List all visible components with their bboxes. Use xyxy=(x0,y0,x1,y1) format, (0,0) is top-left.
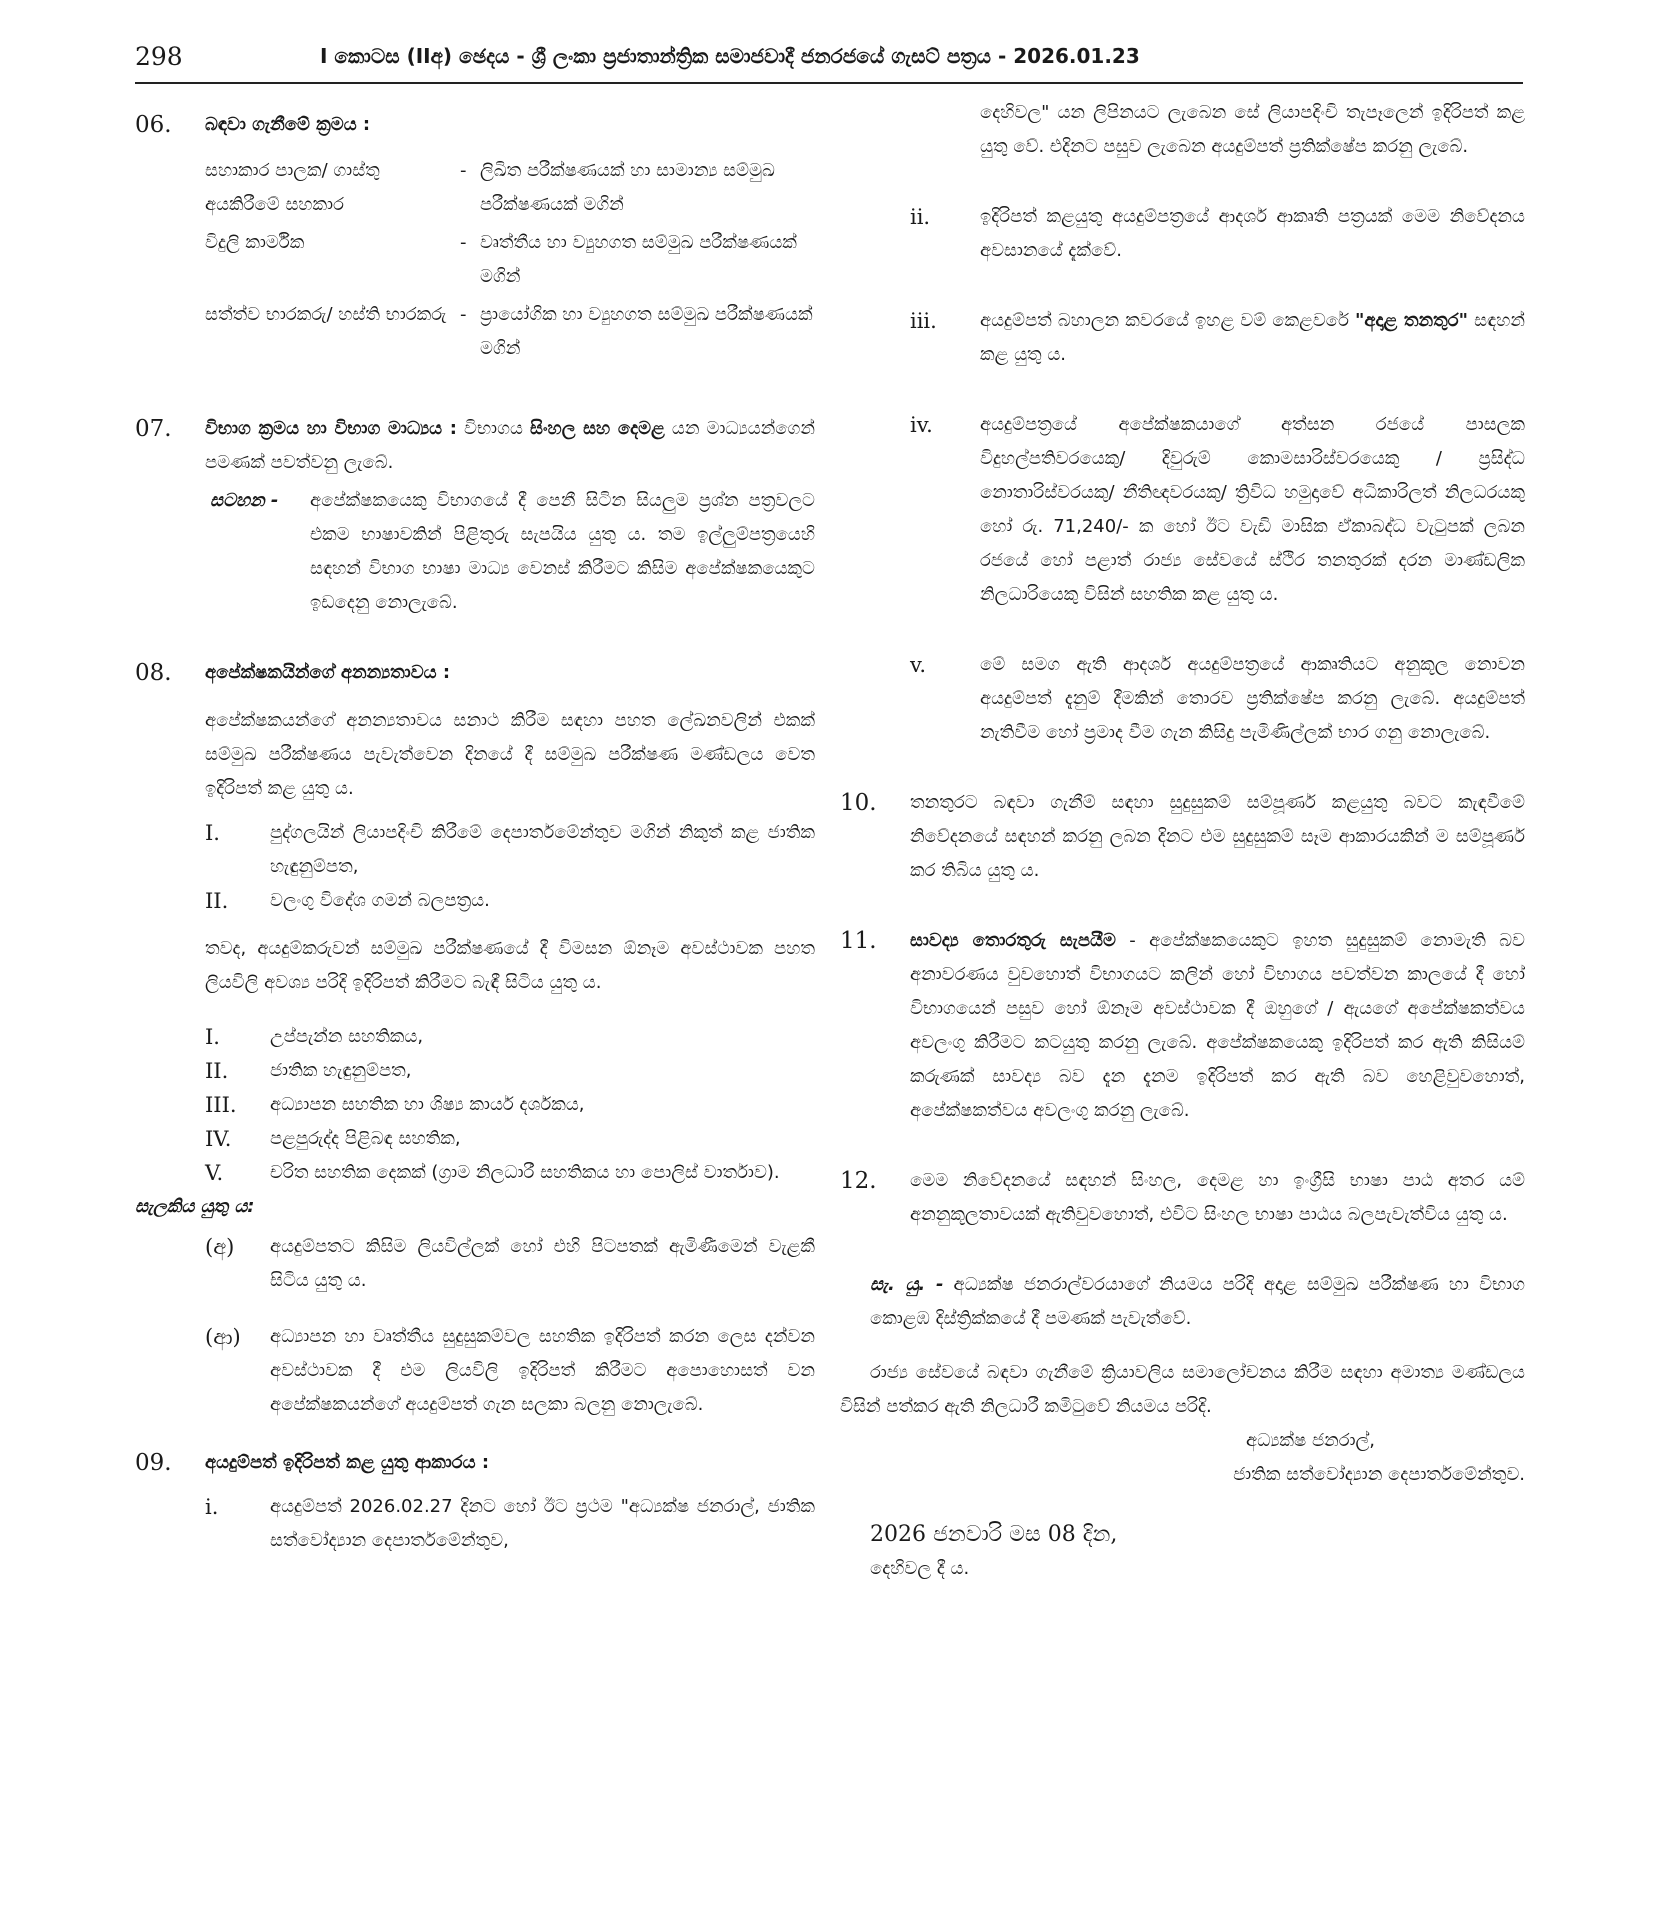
list-item: IV. පළපුරුද්ද පිළිබඳ සහතික, xyxy=(205,1127,461,1151)
notice-item: (අ) අයදුම්පතට කිසිම ලියවිල්ලක් හෝ එහි පිටපතක් ඇමිණීමෙන් වැළකී සිටිය යුතු ය. xyxy=(205,1235,815,1291)
section-number: 10. xyxy=(840,790,877,816)
list-item: I. උප්පැන්න සහතිකය, xyxy=(205,1025,424,1049)
section-title: බඳවා ගැනීමේ ක්‍රමය : xyxy=(205,114,371,135)
list-item: V. චරිත සහතික දෙකක් (ග්‍රාම නිලධාරී සහතිකය හා පොලිස් වාර්තාව). xyxy=(205,1161,780,1185)
section-12 xyxy=(840,1164,1525,1232)
list-item: iii. අයදුම්පත් බහාලන කවරයේ ඉහළ වම් කෙළවරේ "අදාළ තනතුර" සඳහන් කළ යුතු ය. xyxy=(910,309,1525,365)
list-item: III. අධ්‍යාපන සහතික හා ශිෂ්‍ය කාර්ය දර්ශකය, xyxy=(205,1093,585,1117)
section-title: සාවද්‍ය තොරතුරු සැපයීම xyxy=(910,930,1116,951)
closing-note: සැ. යු. - අධ්‍යක්ෂ ජනරාල්වරයාගේ නියමය පරිදි අදාළ සම්මුඛ පරීක්ෂණ හා විභාග කොළඹ දිස්ත්‍රික්කයේ දී පමණක් පැවැත්වේ. xyxy=(870,1274,1525,1329)
section-number: 12. xyxy=(840,1168,877,1194)
list-item: ii. ඉදිරිපත් කළයුතු අයදුම්පත්‍රයේ ආදර්ශ ආකෘති පත්‍රයක් මෙම නිවේදනය අවසානයේ දැක්වේ. xyxy=(910,205,1525,261)
notice-item: (ආ) අධ්‍යාපන හා වෘත්තීය සුදුසුකම්වල සහතික ඉදිරිපත් කරන ලෙස දන්වන අවස්ථාවක දී එම ලියවිලි ඉදිරිපත් කිරීමට අපොහොසත් වන අපේක්ෂකයන්ගේ අයදුම්පත් ගැන සලකා බලනු නොලැබේ. xyxy=(205,1325,815,1415)
section-number: 08. xyxy=(135,660,172,686)
section-09 xyxy=(135,1446,815,1558)
section-title: අපේක්ෂකයින්ගේ අනන්‍යතාවය : xyxy=(205,662,451,683)
list-item: iv. අයදුම්පත්‍රයේ අපේක්ෂකයාගේ අත්සන රජයේ පාසලක විදුහල්පතිවරයෙකු/ දිවුරුම් කොමසාරිස්වරයෙකු / ප්‍රසිද්ධ නොතාරිස්වරයකු/ නීතිඥවරයකු/ ත්‍රිවිධ හමුදාවේ අධිකාරිලත් නිලධරයකු හෝ රු. 71,240/- ක හෝ ඊට වැඩි මාසික ඒකාබද්ධ වැටුපක් ලබන රජයේ හෝ පළාත් රාජ්‍ය සේවයේ ස්ථිර තනතුරක් දරන මාණ්ඩලික නිලධාරියෙකු විසින් සහතික කළ යුතු ය. xyxy=(910,413,1525,605)
paragraph: මෙම නිවේදනයේ සඳහන් සිංහල, දෙමළ හා ඉංග්‍රීසි භාෂා පාඨ අතර යම් අනනුකූලතාවයක් ඇතිවුවහොත්, එවිට සිංහල භාෂා පාඨය බලපැවැත්විය යුතු ය. xyxy=(910,1170,1525,1225)
section-number: 07. xyxy=(135,416,172,442)
paragraph: තනතුරට බඳවා ගැනීම් සඳහා සුදුසුකම් සම්පූර්ණ කළයුතු බවට කැඳවීමේ නිවේදනයේ සඳහන් කරනු ලබන දිනට එම සුදුසුකම් සෑම ආකාරයකින් ම සම්පූර්ණ කර තිබිය යුතු ය. xyxy=(910,792,1525,881)
paragraph: අපේක්ෂකයන්ගේ අනන්‍යතාවය සනාථ කිරීම සඳහා පහත ලේඛනවලින් එකක් සම්මුඛ පරීක්ෂණය පැවැත්වෙන දිනයේ දී සම්මුඛ පරීක්ෂණ මණ්ඩලය වෙත ඉදිරිපත් කළ යුතු ය. xyxy=(205,710,815,799)
note-text: අපේක්ෂකයෙකු විභාගයේ දී පෙනී සිටින සියලුම ප්‍රශ්න පත්‍රවලට එකම භාෂාවකින් පිළිතුරු සැපයිය යුතු ය. තම ඉල්ලුම්පත්‍රයෙහි සඳහන් විභාග භාෂා මාධ්‍ය වෙනස් කිරීමට කිසිම අපේක්ෂකයෙකුට ඉඩදෙනු නොලැබේ. xyxy=(310,490,815,613)
section-title: අයදුම්පත් ඉදිරිපත් කළ යුතු ආකාරය : xyxy=(205,1452,490,1473)
signature-title: අධ්‍යක්ෂ ජනරාල්, xyxy=(1246,1430,1375,1451)
closing-paragraph: රාජ්‍ය සේවයේ බඳවා ගැනීමේ ක්‍රියාවලිය සමාලෝචනය කිරීම සඳහා අමාත්‍ය මණ්ඩලය විසින් පත්කර ඇති නිලධාරී කමිටුවේ නියමය පරිදි. xyxy=(840,1362,1525,1417)
issue-place: දෙහිවල දී ය. xyxy=(870,1558,970,1579)
section-11: 11. සාවද්‍ය තොරතුරු සැපයීම - අපේක්ෂකයෙකුට ඉහත සුදුසුකම් නොමැති බව අනාවරණය වුවහොත් විභාගයට කලින් හෝ විභාගය පවත්වන කාලයේ දී හෝ විභාගයෙන් පසුව හෝ ඕනෑම අවස්ථාවක දී ඔහුගේ / ඇයගේ අපේක්ෂකත්වය අවලංගු කිරීමට කටයුතු කරනු ලැබේ. අපේක්ෂකයෙකු ඉදිරිපත් කර ඇති කිසියම් කරුණක් සාවද්‍ය බව දැන දැනම ඉදිරිපත් කර ඇති බව හෙළිවුවහොත්, අපේක්ෂකත්වය අවලංගු කරනු ලැබේ. xyxy=(840,924,1525,1128)
notice-label: සැලකිය යුතු ය: xyxy=(135,1196,255,1217)
list-item: v. මේ සමග ඇති ආදර්ශ අයදුම්පත්‍රයේ ආකෘතියට අනුකූල නොවන අයදුම්පත් දැනුම් දීමකින් තොරව ප්‍රතික්ෂේප කරනු ලැබේ. අයදුම්පත් නැතිවීම හෝ ප්‍රමාද වීම ගැන කිසිදු පැමිණිල්ලක් භාර ගනු නොලැබේ. xyxy=(910,653,1525,743)
note-label: සටහන - xyxy=(210,490,279,511)
recruitment-row: සත්ත්ව භාරකරු/ හස්ති භාරකරු - ප්‍රායෝගික හා ව්‍යුහගත සම්මුඛ පරීක්ෂණයක් මගින් xyxy=(205,304,813,359)
section-number: 11. xyxy=(840,928,877,954)
paragraph: තවද, අයදුම්කරුවන් සම්මුඛ පරීක්ෂණයේ දී විමසන ඕනෑම අවස්ථාවක පහත ලියවිලි අවශ්‍ය පරිදි ඉදිරිපත් කිරීමට බැඳී සිටිය යුතු ය. xyxy=(205,938,815,993)
page-header xyxy=(135,42,1523,86)
list-item: II. ජාතික හැඳුනුම්පත, xyxy=(205,1059,412,1083)
recruitment-row: සහාකාර පාලක/ ගාස්තු අයකිරීමේ සහකාර - ලිඛිත පරීක්ෂණයක් හා සාමාන්‍ය සම්මුඛ පරීක්ෂණයක් මගින් xyxy=(205,160,775,215)
section-08 xyxy=(135,656,815,1422)
signature-department: ජාතික සත්වෝද්‍යාන දෙපාර්තමේන්තුව. xyxy=(1233,1464,1525,1485)
list-item: i. අයදුම්පත් 2026.02.27 දිනට හෝ ඊට ප්‍රථම "අධ්‍යක්ෂ ජනරාල්, ජාතික සත්වෝද්‍යාන දෙපාර්තමේන්තුව, xyxy=(205,1495,815,1551)
header-rule xyxy=(135,82,1523,84)
page-number: 298 xyxy=(135,42,183,71)
recruitment-row: විදුලි කාර්මික - වෘත්තීය හා ව්‍යුහගත සම්මුඛ පරීක්ෂණයක් මගින් xyxy=(205,232,797,287)
list-item: II. වලංගු විදේශ ගමන් බලපත්‍රය. xyxy=(205,889,490,913)
section-title: විභාග ක්‍රමය හා විභාග මාධ්‍යය : xyxy=(205,418,457,439)
right-column xyxy=(840,96,1525,1586)
continued-text: දෙහිවල" යන ලිපිනයට ලැබෙන සේ ලියාපදිංචි තැපෑලෙන් ඉදිරිපත් කළ යුතු වේ. එදිනට පසුව ලැබෙන අයදුම්පත් ප්‍රතික්ෂේප කරනු ලැබේ. xyxy=(980,102,1525,157)
list-item: I. පුද්ගලයින් ලියාපදිංචි කිරීමේ දෙපාර්තමේන්තුව මගින් නිකුත් කළ ජාතික හැඳුනුම්පත, xyxy=(205,821,815,877)
left-column xyxy=(135,108,815,1558)
section-10 xyxy=(840,786,1525,888)
section-number: 09. xyxy=(135,1450,172,1476)
section-number: 06. xyxy=(135,112,172,138)
section-06 xyxy=(135,108,815,366)
section-07: 07. විභාග ක්‍රමය හා විභාග මාධ්‍යය : විභාගය සිංහල සහ දෙමළ යන මාධ්‍යයන්ගෙන් පමණක් පවත්වනු ලැබේ. සටහන - අපේක්ෂකයෙකු විභාගයේ දී පෙනී සිටින සියලුම ප්‍රශ්න පත්‍රවලට එකම භාෂාවකින් පිළිතුරු සැපයිය යුතු ය. තම ඉල්ලුම්පත්‍රයෙහි සඳහන් විභාග භාෂා මාධ්‍ය වෙනස් කිරීමට කිසිම අපේක්ෂකයෙකුට ඉඩදෙනු නොලැබේ. xyxy=(135,412,815,620)
issue-date: 2026 ජනවාරි මස 08 දින, xyxy=(870,1522,1118,1547)
gazette-title: I කොටස (IIඅ) ඡෙදය - ශ්‍රී ලංකා ප්‍රජාතාන්ත්‍රික සමාජවාදී ජනරජයේ ගැසට් පත්‍රය - 2026.01.23 xyxy=(320,44,1140,68)
note xyxy=(210,484,815,620)
